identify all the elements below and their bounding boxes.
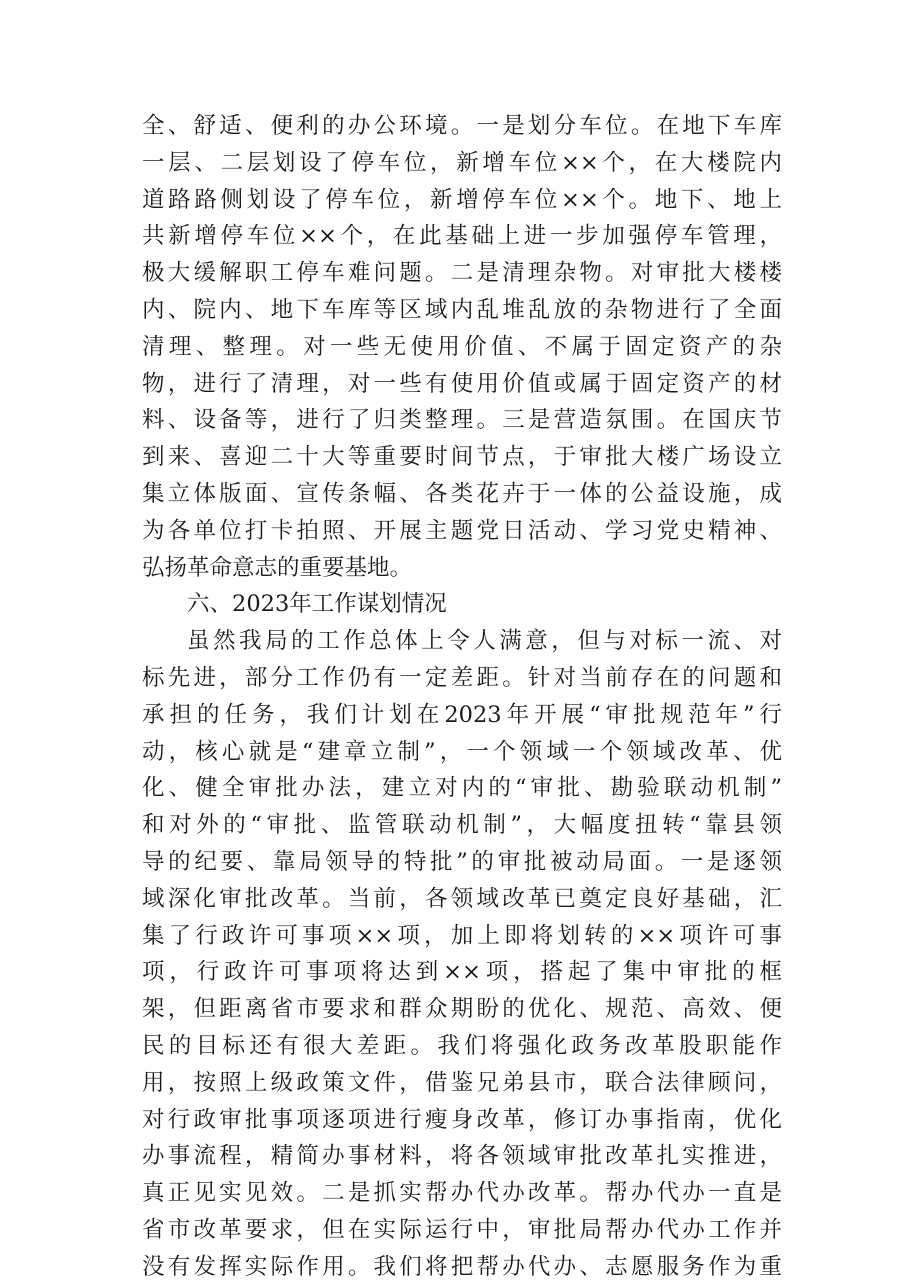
body-text <box>142 108 782 1286</box>
text-line: 真正见实见效。二是抓实帮办代办改革。帮办代办一直是 <box>142 1180 782 1207</box>
text-line: 没有发挥实际作用。我们将把帮办代办、志愿服务作为重 <box>142 1253 782 1280</box>
text-line: 清理、整理。对一些无使用价值、不属于固定资产的杂 <box>142 333 782 360</box>
text-line: 化、健全审批办法，建立对内的“审批、勘验联动机制” <box>142 775 782 802</box>
text-line: 极大缓解职工停车难问题。二是清理杂物。对审批大楼楼 <box>142 260 782 287</box>
text-line: 弘扬革命意志的重要基地。 <box>142 554 413 581</box>
text-line: 物，进行了清理，对一些有使用价值或属于固定资产的材 <box>142 370 782 397</box>
text-line: 料、设备等，进行了归类整理。三是营造氛围。在国庆节 <box>142 407 782 434</box>
text-line: 承担的任务，我们计划在2023年开展“审批规范年”行 <box>142 701 782 728</box>
text-line: 虽然我局的工作总体上令人满意，但与对标一流、对 <box>187 628 782 655</box>
text-line: 标先进，部分工作仍有一定差距。针对当前存在的问题和 <box>142 664 782 691</box>
text-line: 省市改革要求，但在实际运行中，审批局帮办代办工作并 <box>142 1216 782 1243</box>
text-line: 集立体版面、宣传条幅、各类花卉于一体的公益设施，成 <box>142 480 782 507</box>
text-line: 架，但距离省市要求和群众期盼的优化、规范、高效、便 <box>142 996 782 1023</box>
text-line: 和对外的“审批、监管联动机制”，大幅度扭转“靠县领 <box>142 812 782 839</box>
text-line: 项，行政许可事项将达到××项，搭起了集中审批的框 <box>142 959 782 986</box>
text-line: 集了行政许可事项××项，加上即将划转的××项许可事 <box>142 922 782 949</box>
text-line: 到来、喜迎二十大等重要时间节点，于审批大楼广场设立 <box>142 444 782 471</box>
text-line: 为各单位打卡拍照、开展主题党日活动、学习党史精神、 <box>142 517 782 544</box>
text-line: 全、舒适、便利的办公环境。一是划分车位。在地下车库 <box>142 113 782 139</box>
text-line: 办事流程，精简办事材料，将各领域审批改革扎实推进， <box>142 1143 782 1170</box>
text-line: 动，核心就是“建章立制”，一个领域一个领域改革、优 <box>142 738 782 765</box>
text-line: 一层、二层划设了停车位，新增车位××个，在大楼院内 <box>142 149 782 176</box>
text-line: 共新增停车位××个，在此基础上进一步加强停车管理， <box>142 223 782 250</box>
text-line: 用，按照上级政策文件，借鉴兄弟县市，联合法律顾问， <box>142 1069 782 1096</box>
text-line: 域深化审批改革。当前，各领域改革已奠定良好基础，汇 <box>142 885 782 912</box>
text-line: 道路路侧划设了停车位，新增停车位××个。地下、地上 <box>142 186 782 213</box>
text-line: 对行政审批事项逐项进行瘦身改革，修订办事指南，优化 <box>142 1106 782 1133</box>
text-line: 民的目标还有很大差距。我们将强化政务改革股职能作 <box>142 1032 782 1059</box>
section-heading: 六、2023年工作谋划情况 <box>187 591 447 618</box>
text-line: 内、院内、地下车库等区域内乱堆乱放的杂物进行了全面 <box>142 296 782 323</box>
text-line: 导的纪要、靠局领导的特批”的审批被动局面。一是逐领 <box>142 848 782 875</box>
